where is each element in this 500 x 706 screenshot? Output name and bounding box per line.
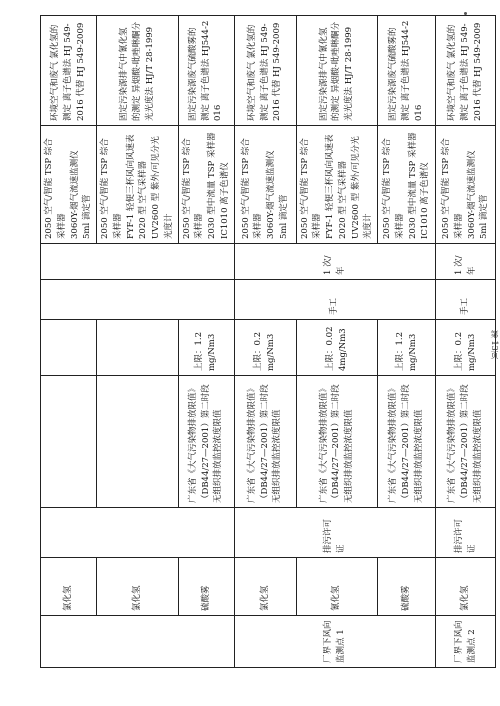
cell-method-type — [41, 280, 235, 320]
cell-item: 氯化氢 — [436, 558, 496, 616]
instrument-line: 2050 空气/智能 TSP 综合采样器 — [382, 138, 405, 239]
cell-point — [41, 616, 235, 668]
table-row — [296, 16, 378, 668]
instrument-line: IC1010 离子色谱仪 — [420, 162, 431, 239]
table-row — [97, 16, 179, 668]
instrument-line: 5ml 滴定管 — [82, 194, 93, 239]
cell-standard — [41, 508, 235, 558]
table-row — [41, 16, 97, 668]
instrument-line: IC1010 离子色谱仪 — [219, 162, 230, 239]
cell-limit-rule — [41, 376, 97, 508]
cell-analysis-method: 固定污染源排气中氰化氢的测定 异烟酸-吡唑啉酮分光光度法 HJ/T 28-1999 — [97, 16, 179, 126]
scan-speck — [464, 12, 467, 15]
cell-item: 氯化氢 — [234, 558, 296, 616]
cell-instruments — [436, 126, 496, 244]
cell-analysis-method: 环境空气和废气 氯化氢的测定 离子色谱法 HJ 549-2016 代替 HJ 549-2009 — [436, 16, 496, 126]
cell-limit-rule: 广东省《大气污染物排放限值》（DB44/27—2001）第二时段无组织排放监控浓度限值 — [178, 376, 234, 508]
cell-analysis-method: 环境空气和废气 氯化氢的测定 离子色谱法 HJ 549-2016 代替 HJ 549-2009 — [41, 16, 97, 126]
instrument-line: 2030 型中流量 TSP 采样器 — [207, 132, 217, 239]
cell-limit-rule: 广东省《大气污染物排放限值》（DB44/27—2001）第二时段无组织排放监控浓度限值 — [378, 376, 436, 508]
instrument-line: 2050 空气/智能 TSP 综合采样器 — [44, 138, 67, 239]
instrument-line: 5ml 滴定管 — [278, 194, 289, 239]
page-number: 第 13页 — [490, 330, 499, 359]
cell-instruments — [178, 126, 234, 244]
instrument-line: 2050 空气/智能 TSP 综合采样器 — [181, 138, 205, 239]
cell-limit-value: 上限：0.2mg/Nm3 — [436, 320, 496, 376]
instrument-line: 2050 空气/智能 TSP 综合采样器 — [240, 138, 264, 239]
cell-limit-rule: 广东省《大气污染物排放限值》（DB44/27—2001）第二时段无组织排放监控浓度限值 — [234, 376, 296, 508]
instrument-line: 5ml 滴定管 — [479, 194, 490, 239]
instrument-line: UV2600 型 紫外/可见分光光度计 — [151, 136, 174, 239]
cell-analysis-method: 固定污染源废气硫酸雾的测定 离子色谱法 HJ544-2016 — [178, 16, 234, 126]
cell-analysis-method: 环境空气和废气 氯化氢的测定 离子色谱法 HJ 549-2016 代替 HJ 549-2009 — [234, 16, 296, 126]
instrument-line: 2050 空气/智能 TSP 综合采样器 — [299, 138, 323, 239]
table-row — [234, 16, 296, 668]
cell-point: 厂界下风向监测点 1 — [234, 616, 436, 668]
cell-instruments — [97, 126, 179, 244]
cell-limit-value: 上限：1.2mg/Nm3 — [178, 320, 234, 376]
cell-frequency: 1 次/年 — [234, 244, 436, 280]
cell-item: 硫酸雾 — [378, 558, 436, 616]
cell-item: 氰化氢 — [296, 558, 378, 616]
cell-point: 厂界下风向监测点 2 — [436, 616, 496, 668]
cell-limit-value — [41, 320, 97, 376]
instrument-line: 3060Y-烟气流速监测仪 — [466, 150, 477, 239]
instrument-line: 2020 型 空气采样器 — [138, 160, 149, 239]
instrument-line: 3060Y-烟气流速监测仪 — [69, 150, 80, 239]
instrument-line: 2020 型 空气采样器 — [337, 160, 348, 239]
cell-method-type: 手工 — [436, 280, 496, 320]
cell-instruments — [41, 126, 97, 244]
monitoring-table — [40, 15, 496, 668]
cell-item: 氯化氢 — [41, 558, 97, 616]
cell-limit-rule — [97, 376, 179, 508]
cell-instruments — [234, 126, 296, 244]
instrument-line: FYF-1 轻便三杯风向风速表 — [125, 134, 136, 239]
cell-analysis-method: 固定污染源废气硫酸雾的测定 离子色谱法 HJ544-2016 — [378, 16, 436, 126]
cell-standard: 排污许可证 — [234, 508, 436, 558]
instrument-line: FYF-1 轻便三杯风向风速表 — [325, 134, 335, 239]
cell-limit-value: 上限：1.2mg/Nm3 — [378, 320, 436, 376]
cell-limit-rule: 广东省《大气污染物排放限值》（DB44/27—2001）第二时段无组织排放监控浓度限值 — [436, 376, 496, 508]
table-row — [178, 16, 234, 668]
cell-standard: 排污许可证 — [436, 508, 496, 558]
cell-instruments — [296, 126, 378, 244]
instrument-line: 2030 型中流量 TSP 采样器 — [407, 132, 418, 239]
cell-method-type: 手工 — [234, 280, 436, 320]
cell-frequency: 1 次/年 — [436, 244, 496, 280]
cell-item: 硫酸雾 — [178, 558, 234, 616]
cell-limit-value — [97, 320, 179, 376]
instrument-line: UV2600 型 紫外/可见分光光度计 — [350, 136, 374, 239]
cell-limit-value: 上限：0.024mg/Nm3 — [296, 320, 378, 376]
instrument-line: 2050 空气/智能 TSP 综合采样器 — [441, 138, 464, 239]
cell-frequency — [41, 244, 235, 280]
cell-limit-rule: 广东省《大气污染物排放限值》（DB44/27—2001）第二时段无组织排放监控浓度限值 — [296, 376, 378, 508]
instrument-line: 3060Y-烟气流速监测仪 — [266, 150, 276, 239]
cell-item: 氯化氢 — [97, 558, 179, 616]
instrument-line: 2050 空气/智能 TSP 综合采样器 — [100, 138, 123, 239]
cell-analysis-method: 固定污染源排气中氰化氢的测定 异烟酸-吡唑啉酮分光光度法 HJ/T 28-1999 — [296, 16, 378, 126]
cell-instruments — [378, 126, 436, 244]
table-row — [378, 16, 436, 668]
rotated-table-wrapper — [40, 16, 490, 668]
cell-limit-value: 上限：0.2mg/Nm3 — [234, 320, 296, 376]
